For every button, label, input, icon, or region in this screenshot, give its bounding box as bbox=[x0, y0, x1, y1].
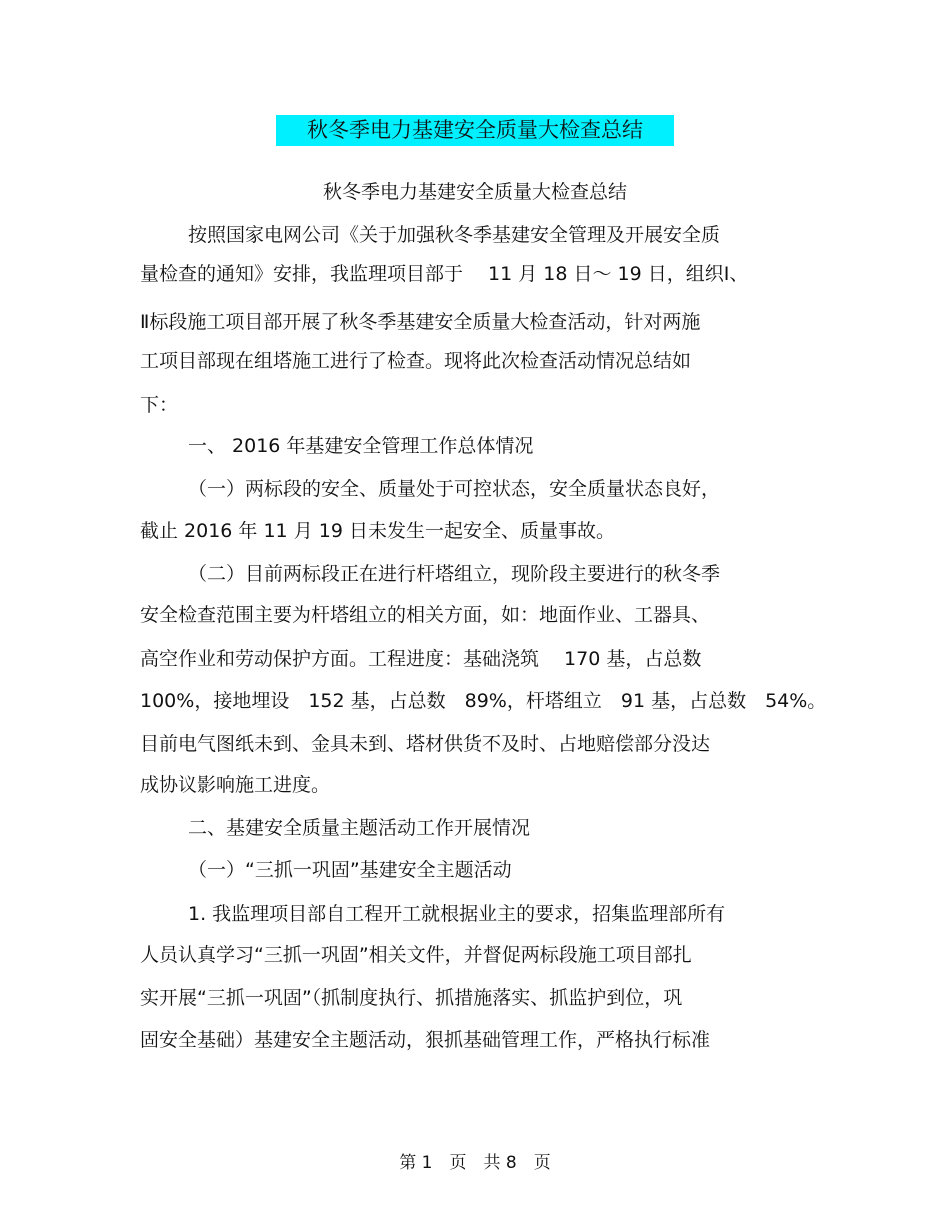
paragraph-line: 截止 2016 年 11 月 19 日未发生一起安全、质量事故。 bbox=[140, 520, 615, 542]
document-subtitle: 秋冬季电力基建安全质量大检查总结 bbox=[322, 181, 627, 203]
subsection-heading: （一）“三抓一巩固”基建安全主题活动 bbox=[188, 859, 512, 881]
paragraph-line: 安全检查范围主要为杆塔组立的相关方面，如：地面作业、工器具、 bbox=[140, 604, 711, 626]
paragraph-line: 成协议影响施工进度。 bbox=[140, 774, 331, 796]
section-heading: 二、基建安全质量主题活动工作开展情况 bbox=[188, 817, 531, 839]
paragraph-line: 工项目部现在组塔施工进行了检查。现将此次检查活动情况总结如 bbox=[140, 350, 692, 372]
paragraph-line: 下： bbox=[140, 394, 179, 416]
page-number-footer: 第 1 页 共 8 页 bbox=[399, 1153, 551, 1173]
paragraph-line: 人员认真学习“三抓一巩固”相关文件，并督促两标段施工项目部扎 bbox=[140, 944, 692, 966]
paragraph-line: 1. 我监理项目部自工程开工就根据业主的要求，招集监理部所有 bbox=[188, 903, 726, 925]
section-heading: 一、 2016 年基建安全管理工作总体情况 bbox=[188, 435, 534, 457]
paragraph-line: 量检查的通知》安排，我监理项目部于 11 月 18 日～ 19 日，组织Ⅰ、 bbox=[140, 263, 749, 285]
paragraph-line: 按照国家电网公司《关于加强秋冬季基建安全管理及开展安全质 bbox=[188, 224, 721, 246]
paragraph-line: 固安全基础）基建安全主题活动，狠抓基础管理工作，严格执行标准 bbox=[140, 1029, 711, 1051]
paragraph-line: 实开展“三抓一巩固”（抓制度执行、抓措施落实、抓监护到位，巩 bbox=[140, 987, 683, 1009]
paragraph-line: Ⅱ标段施工项目部开展了秋冬季基建安全质量大检查活动，针对两施 bbox=[140, 311, 701, 333]
paragraph-line: 100%，接地埋设 152 基，占总数 89%，杆塔组立 91 基，占总数 54%。 bbox=[140, 690, 827, 712]
paragraph-line: 目前电气图纸未到、金具未到、塔材供货不及时、占地赔偿部分没达 bbox=[140, 733, 711, 755]
paragraph-line: （一）两标段的安全、质量处于可控状态，安全质量状态良好， bbox=[188, 478, 721, 500]
highlighted-title: 秋冬季电力基建安全质量大检查总结 bbox=[276, 115, 674, 146]
paragraph-line: （二）目前两标段正在进行杆塔组立，现阶段主要进行的秋冬季 bbox=[188, 563, 721, 585]
paragraph-line: 高空作业和劳动保护方面。工程进度：基础浇筑 170 基，占总数 bbox=[140, 648, 702, 670]
